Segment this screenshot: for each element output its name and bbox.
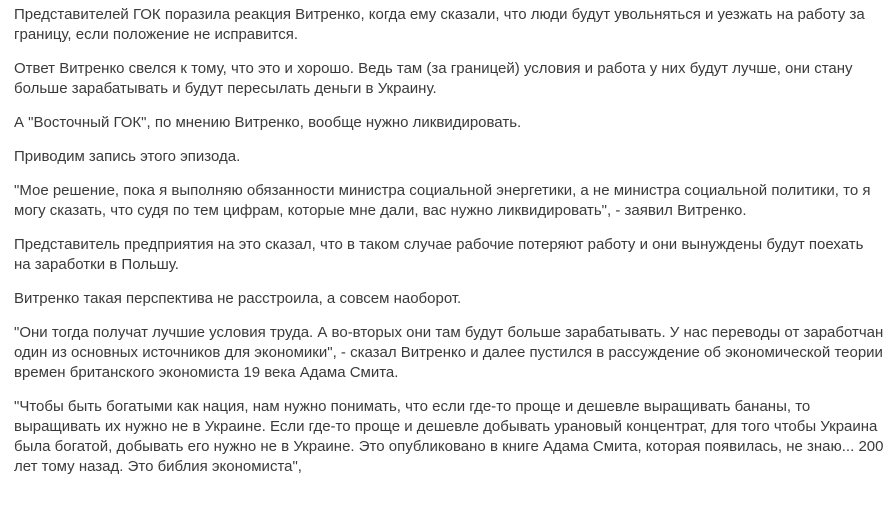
paragraph-representative-reply: Представитель предприятия на это сказал, что в таком случае рабочие потеряют работу и они вынуждены будут поехать на заработки в Польшу. [14, 236, 864, 273]
paragraph-gok-reaction: Представителей ГОК поразила реакция Витренко, когда ему сказали, что люди будут увольняться и уезжать на работу за границу, если положение не исправится. [14, 6, 865, 43]
paragraph-quote-conditions: "Они тогда получат лучшие условия труда. А во-вторых они там будут больше зарабатывать. У нас переводы от заработчан один из основных источников для экономики", - сказал Витренко и далее пустился в рассуждение об экономической теории времен британского экономиста 19 века Адама Смита. [14, 324, 884, 381]
paragraph-quote-adam-smith: "Чтобы быть богатыми как нация, нам нужно понимать, что если где-то проще и дешевле выращивать бананы, то выращивать их нужно не в Украине. Если где-то проще и дешевле добывать урановый концентрат, для того чтобы Украина была богатой, добывать его нужно не в Украине. Это опубликовано в книге Адама Смита, которая появилась, не знаю... 200 лет тому назад. Это библия экономиста", [14, 398, 884, 475]
paragraph-perspective: Витренко такая перспектива не расстроила, а совсем наоборот. [14, 290, 462, 307]
paragraph-vitrenko-answer: Ответ Витренко свелся к тому, что это и хорошо. Ведь там (за границей) условия и работа у них будут лучше, они стану больше зарабатывать и будут пересылать деньги в Украину. [14, 60, 853, 97]
paragraph-quote-decision: "Мое решение, пока я выполняю обязанности министра социальной энергетики, а не министра социальной политики, то я могу сказать, что судя по тем цифрам, которые мне дали, вас нужно ликвидировать", - заявил Витренко. [14, 182, 871, 219]
paragraph-liquidate-gok: А "Восточный ГОК", по мнению Витренко, вообще нужно ликвидировать. [14, 114, 522, 131]
paragraph-recording-intro: Приводим запись этого эпизода. [14, 148, 241, 165]
article-body [14, 5, 884, 491]
